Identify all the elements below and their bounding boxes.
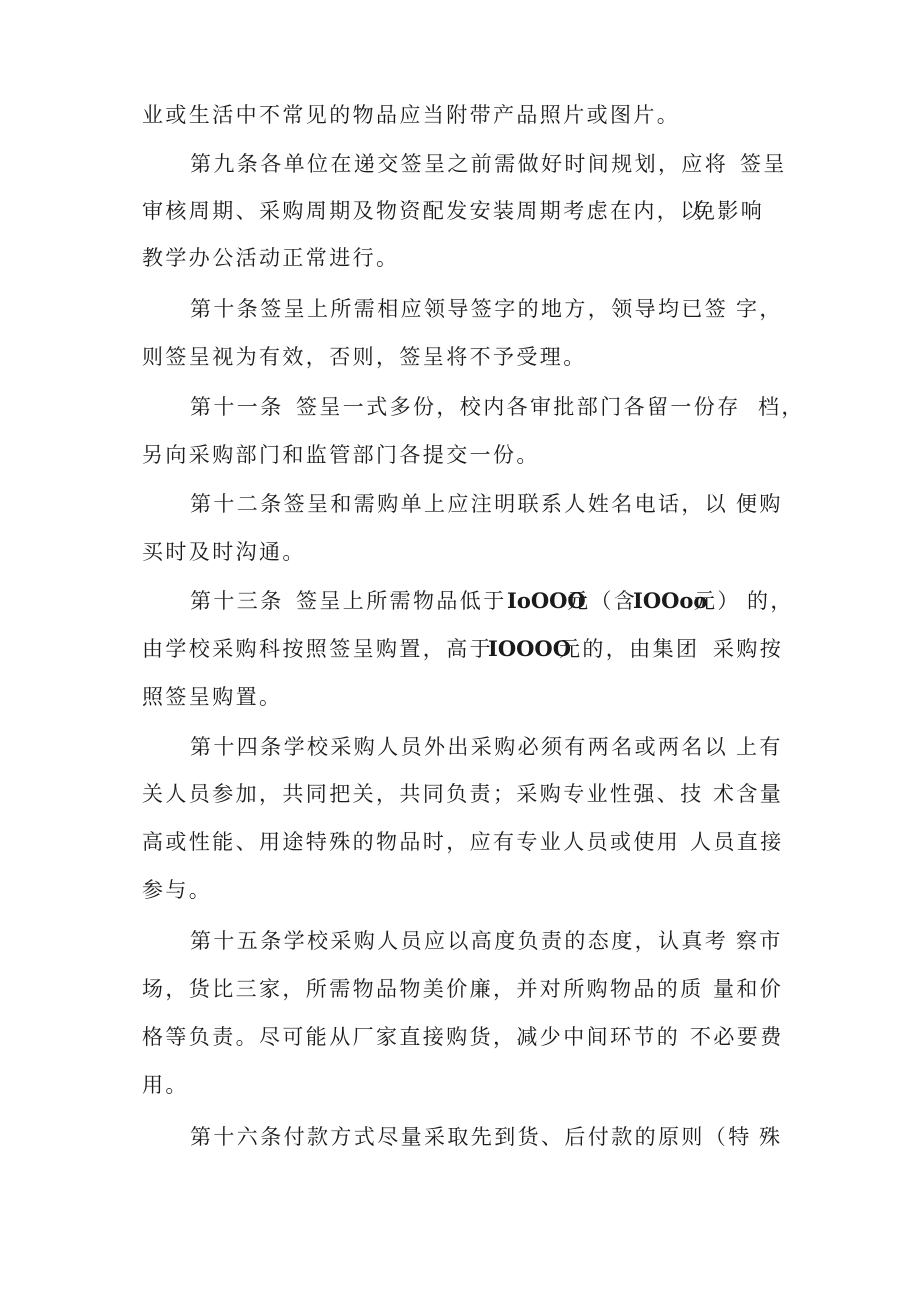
amount-figure: IOOoo: [633, 588, 708, 613]
text-segment: 照签呈购置。: [142, 685, 283, 709]
text-line: [0, 822, 920, 862]
text-segment: 第十五条学校采购人员应以高度负责的态度，认真考: [190, 929, 729, 953]
text-segment: 关人员参加，共同把关，共同负责；采购专业性强、技: [142, 782, 704, 806]
text-segment: 元（含: [567, 589, 638, 613]
text-segment: 第九条各单位在递交签呈之前需做好时间规划，应将: [190, 152, 729, 176]
text-segment: 签呈一式多份，校内各审批部门各留一份存: [296, 395, 741, 419]
text-line: [0, 774, 920, 814]
article-15-line: [0, 921, 920, 961]
text-segment: 业或生活中不常见的物品应当附带产品照片或图片。: [142, 103, 681, 127]
text-segment: 第十一条: [190, 395, 284, 419]
text-segment: 签呈上所需物品低于: [296, 589, 507, 613]
text-segment: 参与。: [142, 878, 213, 902]
article-13-line: [0, 581, 920, 621]
text-line: [0, 969, 920, 1009]
text-line: [0, 1065, 920, 1105]
text-segment: 采购按: [713, 637, 784, 661]
text-segment: 元的，由集团: [559, 637, 700, 661]
amount-figure: IOOOO: [488, 636, 571, 661]
text-segment: 不必要费: [690, 1025, 784, 1049]
text-line: [0, 337, 920, 377]
text-segment: 第十六条付款方式尽量采取先到货、后付款的原则（特: [190, 1125, 752, 1149]
text-line: [0, 870, 920, 910]
text-segment: 高或性能、用途特殊的物品时，应有专业人员或使用: [142, 830, 681, 854]
text-segment: 档，: [758, 395, 805, 419]
text-line: [0, 95, 920, 135]
text-segment: 的，: [747, 589, 794, 613]
text-segment: 第十二条签呈和需购单上应注明联系人姓名电话，以: [190, 492, 729, 516]
article-9-line: [0, 144, 920, 184]
text-line: [0, 629, 920, 669]
amount-figure: IoOOO: [507, 588, 586, 613]
text-segment: 术含量: [713, 782, 784, 806]
text-segment: 买时及时沟通。: [142, 540, 306, 564]
text-segment: 量和价: [713, 977, 784, 1001]
text-segment: 用。: [142, 1073, 189, 1097]
article-14-line: [0, 727, 920, 767]
text-line: [0, 191, 920, 231]
text-segment: 由学校采购科按照签呈购置，高于: [142, 637, 493, 661]
text-segment: 上有: [736, 735, 783, 759]
text-line: [0, 238, 920, 278]
text-line: [0, 532, 920, 572]
article-12-line: [0, 484, 920, 524]
text-segment: 第十四条学校采购人员外出采购必须有两名或两名以: [190, 735, 729, 759]
text-segment: 审核周期、采购周期及物资配发安装周期考虑在内，以: [142, 199, 704, 223]
text-segment: 第十条签呈上所需相应领导签字的地方，领导均已签: [190, 297, 729, 321]
text-segment: 元）: [694, 589, 741, 613]
article-11-line: [0, 387, 920, 427]
text-segment: 察市: [736, 929, 783, 953]
text-segment: 字，: [736, 297, 783, 321]
text-segment: 第十三条: [190, 589, 284, 613]
text-segment: 另向采购部门和监管部门各提交一份。: [142, 443, 540, 467]
text-line: [0, 677, 920, 717]
article-10-line: [0, 289, 920, 329]
text-segment: 便购: [736, 492, 783, 516]
text-segment: 格等负责。尽可能从厂家直接购货，减少中间环节的: [142, 1025, 681, 1049]
text-segment: 签呈: [740, 152, 787, 176]
text-segment: 教学办公活动正常进行。: [142, 246, 400, 270]
text-segment: 人员直接: [690, 830, 784, 854]
text-line: [0, 435, 920, 475]
text-segment: 场，货比三家，所需物品物美价廉，并对所购物品的质: [142, 977, 704, 1001]
text-segment: 殊: [759, 1125, 783, 1149]
article-16-line: [0, 1117, 920, 1157]
text-segment: 免影响: [694, 199, 765, 223]
text-line: [0, 1017, 920, 1057]
text-segment: 则签呈视为有效，否则，签呈将不予受理。: [142, 345, 587, 369]
